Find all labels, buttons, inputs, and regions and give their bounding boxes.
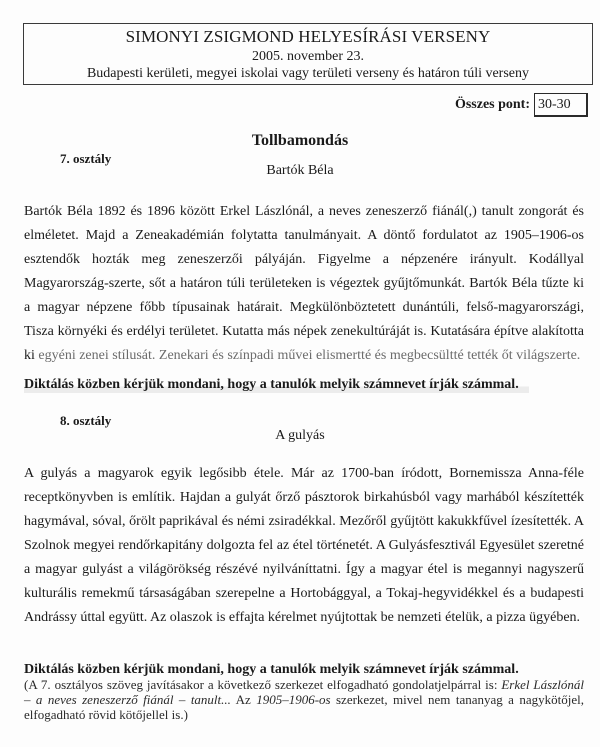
grade-7-text-faded: egyéni zenei stílusát. Zenekari és színpadi művei elismertté és megbecsültté tették őt világszerte.	[38, 348, 581, 363]
section-title: Tollbamondás	[251, 132, 349, 149]
note-part-3: szerkezet, mivel nem tananyag a nagykötőjel, elfogadható rövid kötőjellel is.)	[24, 692, 584, 722]
total-score-label: Összes pont:	[454, 97, 530, 112]
grade-7-label: 7. osztály	[60, 151, 112, 166]
competition-header-box	[23, 23, 593, 85]
correction-note	[24, 677, 584, 722]
total-score	[455, 93, 588, 117]
grade-7-dictation-text	[24, 200, 584, 368]
dictation-instruction-1: Diktálás közben kérjük mondani, hogy a tanulók melyik számnevet írják számmal.	[24, 377, 529, 393]
total-score-box: 30-30	[534, 93, 588, 117]
grade-8-piece-title: A gulyás	[275, 428, 325, 443]
grade-7-piece-title: Bartók Béla	[266, 163, 334, 178]
competition-title: SIMONYI ZSIGMOND HELYESÍRÁSI VERSENY	[125, 27, 491, 46]
dictation-instruction-2: Diktálás közben kérjük mondani, hogy a tanulók melyik számnevet írják számmal.	[24, 662, 519, 677]
note-part-1: (A 7. osztályos szöveg javításakor a következő szerkezet elfogadható gondolatjelpárral is:	[24, 677, 502, 692]
competition-date: 2005. november 23.	[252, 49, 364, 64]
note-italic-1: Erkel Lászlónál – a neves zeneszerző fiánál – tanult...	[24, 677, 585, 707]
note-italic-2: 1905–1906-os	[256, 692, 331, 707]
grade-8-dictation-text: A gulyás a magyarok egyik legősibb étele. Már az 1700-ban íródott, Bornemissza Anna-féle receptkönyvben is említik. Hajdan a gulyát őrző pásztorok birkahúsból vagy marhából készítették hagymával, sóval, őrölt paprikával és némi zsiradékkal. Mezőről gyűjtött kakukkfűvel ízesítették. A Szolnok megyei rendőrkapitány dolgozta fel az étel történetét. A Gulyásfesztivál Egyesület szeretné a magyar gulyást a világörökség részévé nyilváníttatni. Így a magyar étel is megannyi nagyszerű kulturális remekmű társaságában szerepelne a Hortobággyal, a Tokaj-hegyvidékkel és a budapesti Andrássy úttal együtt. Az olaszok is effajta kérelmet nyújtottak be nemzeti ételük, a pizza ügyében.	[24, 466, 584, 625]
grade-8-label: 8. osztály	[60, 413, 112, 428]
competition-subtitle: Budapesti kerületi, megyei iskolai vagy területi verseny és határon túli verseny	[86, 66, 530, 81]
note-part-2: Az	[230, 692, 257, 707]
grade-7-text-main: Bartók Béla 1892 és 1896 között Erkel Lászlónál, a neves zeneszerző fiánál(,) tanult zongorát és elméletet. Majd a Zeneakadémián folytatta tanulmányait. A döntő fordulatot az 1905–1906-os esztendők hozták meg zeneszerzői pályáján. Figyelme a népzenére irányult. Kodállyal Magyarország-szerte, sőt a határon túli területeken is végeztek gyűjtőmunkát. Bartók Béla tűzte ki a magyar népzene főbb típusainak határait. Megkülönböztetett dunántúli, felső-magyarországi, Tisza környéki és erdélyi területet. Kutatta más népek zenekultúráját is. Kutatására építve alakította ki	[24, 204, 584, 363]
